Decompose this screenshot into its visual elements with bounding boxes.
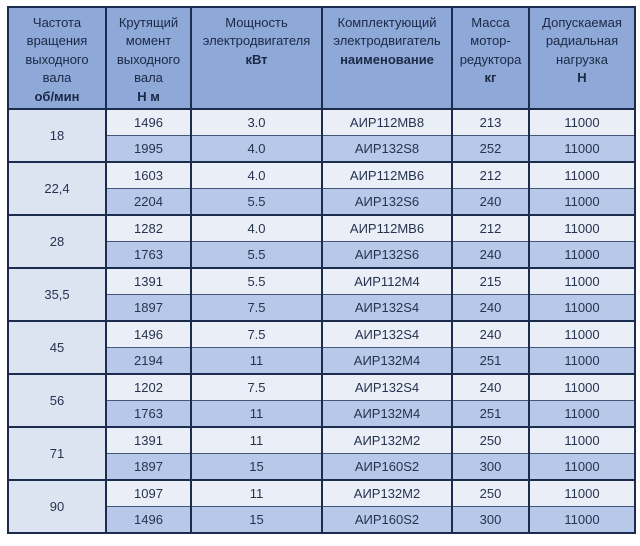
data-cell: 251 bbox=[452, 348, 529, 375]
data-cell: АИР132S6 bbox=[322, 242, 452, 269]
table-row bbox=[8, 162, 635, 189]
column-unit: об/мин bbox=[34, 88, 80, 104]
table-header bbox=[8, 7, 635, 109]
frequency-cell: 18 bbox=[8, 109, 106, 162]
data-cell: 11000 bbox=[529, 480, 635, 507]
data-cell: 1763 bbox=[106, 401, 191, 428]
data-cell: 215 bbox=[452, 268, 529, 295]
frequency-cell: 45 bbox=[8, 321, 106, 374]
data-cell: 4.0 bbox=[191, 162, 322, 189]
frequency-cell: 35,5 bbox=[8, 268, 106, 321]
data-cell: АИР112МВ8 bbox=[322, 109, 452, 136]
data-cell: 11 bbox=[191, 401, 322, 428]
frequency-cell: 28 bbox=[8, 215, 106, 268]
table-row bbox=[8, 109, 635, 136]
data-cell: 11000 bbox=[529, 321, 635, 348]
data-cell: 250 bbox=[452, 427, 529, 454]
data-cell: АИР112МВ6 bbox=[322, 162, 452, 189]
data-cell: АИР132М2 bbox=[322, 480, 452, 507]
data-cell: 1763 bbox=[106, 242, 191, 269]
data-cell: 4.0 bbox=[191, 215, 322, 242]
table-body bbox=[8, 109, 635, 533]
data-cell: 4.0 bbox=[191, 136, 322, 163]
data-cell: 7.5 bbox=[191, 374, 322, 401]
data-cell: 11000 bbox=[529, 215, 635, 242]
table-row bbox=[8, 480, 635, 507]
column-unit: кг bbox=[484, 70, 497, 86]
data-cell: 240 bbox=[452, 321, 529, 348]
data-cell: АИР160S2 bbox=[322, 507, 452, 534]
column-title: Мощность электродвигателя bbox=[202, 15, 311, 49]
data-cell: АИР132S4 bbox=[322, 295, 452, 322]
header-row bbox=[8, 7, 635, 109]
column-unit: наименование bbox=[340, 51, 434, 67]
data-cell: 11000 bbox=[529, 295, 635, 322]
column-unit: Н bbox=[577, 70, 587, 86]
column-title: Допускаемая радиальная нагрузка bbox=[542, 15, 622, 67]
column-header-5 bbox=[529, 7, 635, 109]
data-cell: 11 bbox=[191, 427, 322, 454]
data-cell: АИР132М2 bbox=[322, 427, 452, 454]
table-row bbox=[8, 321, 635, 348]
data-cell: 11 bbox=[191, 348, 322, 375]
data-cell: АИР132S8 bbox=[322, 136, 452, 163]
data-cell: АИР112М4 bbox=[322, 268, 452, 295]
data-cell: АИР160S2 bbox=[322, 454, 452, 481]
data-cell: 11000 bbox=[529, 348, 635, 375]
data-cell: 1897 bbox=[106, 454, 191, 481]
data-cell: 7.5 bbox=[191, 321, 322, 348]
frequency-cell: 90 bbox=[8, 480, 106, 533]
data-cell: 11000 bbox=[529, 136, 635, 163]
data-cell: 11000 bbox=[529, 507, 635, 534]
data-cell: 1496 bbox=[106, 109, 191, 136]
gearmotor-spec-table bbox=[7, 6, 636, 534]
data-cell: АИР132S4 bbox=[322, 374, 452, 401]
data-cell: 240 bbox=[452, 189, 529, 216]
data-cell: 11000 bbox=[529, 374, 635, 401]
data-cell: 252 bbox=[452, 136, 529, 163]
data-cell: 2194 bbox=[106, 348, 191, 375]
frequency-cell: 71 bbox=[8, 427, 106, 480]
column-title: Комплектующий электродвигатель bbox=[333, 15, 441, 49]
data-cell: 212 bbox=[452, 215, 529, 242]
data-cell: 1391 bbox=[106, 268, 191, 295]
column-header-1 bbox=[106, 7, 191, 109]
data-cell: 15 bbox=[191, 507, 322, 534]
data-cell: 11000 bbox=[529, 268, 635, 295]
column-unit: Н м bbox=[137, 88, 160, 104]
data-cell: 300 bbox=[452, 507, 529, 534]
data-cell: 213 bbox=[452, 109, 529, 136]
data-cell: 11000 bbox=[529, 242, 635, 269]
data-cell: АИР132М4 bbox=[322, 401, 452, 428]
column-header-4 bbox=[452, 7, 529, 109]
data-cell: АИР132S6 bbox=[322, 189, 452, 216]
data-cell: 2204 bbox=[106, 189, 191, 216]
data-cell: 11000 bbox=[529, 162, 635, 189]
table-row bbox=[8, 427, 635, 454]
table-row bbox=[8, 268, 635, 295]
data-cell: 11000 bbox=[529, 454, 635, 481]
data-cell: 240 bbox=[452, 242, 529, 269]
frequency-cell: 22,4 bbox=[8, 162, 106, 215]
data-cell: 300 bbox=[452, 454, 529, 481]
column-title: Крутящий момент выходного вала bbox=[116, 15, 181, 86]
data-cell: 1391 bbox=[106, 427, 191, 454]
data-cell: 1202 bbox=[106, 374, 191, 401]
data-cell: 11 bbox=[191, 480, 322, 507]
data-cell: 11000 bbox=[529, 427, 635, 454]
column-unit: кВт bbox=[245, 51, 268, 67]
frequency-cell: 56 bbox=[8, 374, 106, 427]
data-cell: 1496 bbox=[106, 507, 191, 534]
column-title: Частота вращения выходного вала bbox=[25, 15, 89, 86]
data-cell: 5.5 bbox=[191, 268, 322, 295]
data-cell: 212 bbox=[452, 162, 529, 189]
data-cell: АИР112МВ6 bbox=[322, 215, 452, 242]
table-row bbox=[8, 215, 635, 242]
data-cell: 11000 bbox=[529, 189, 635, 216]
data-cell: 1897 bbox=[106, 295, 191, 322]
data-cell: 11000 bbox=[529, 401, 635, 428]
column-header-3 bbox=[322, 7, 452, 109]
data-cell: 7.5 bbox=[191, 295, 322, 322]
column-header-0 bbox=[8, 7, 106, 109]
data-cell: 250 bbox=[452, 480, 529, 507]
data-cell: 1282 bbox=[106, 215, 191, 242]
column-title: Масса мотор-редуктора bbox=[459, 15, 522, 67]
data-cell: 1097 bbox=[106, 480, 191, 507]
table-row bbox=[8, 374, 635, 401]
data-cell: 11000 bbox=[529, 109, 635, 136]
data-cell: 3.0 bbox=[191, 109, 322, 136]
data-cell: 251 bbox=[452, 401, 529, 428]
data-cell: 5.5 bbox=[191, 242, 322, 269]
data-cell: 240 bbox=[452, 295, 529, 322]
data-cell: 5.5 bbox=[191, 189, 322, 216]
data-cell: 1496 bbox=[106, 321, 191, 348]
data-cell: АИР132S4 bbox=[322, 321, 452, 348]
data-cell: 1603 bbox=[106, 162, 191, 189]
data-cell: 240 bbox=[452, 374, 529, 401]
data-cell: 15 bbox=[191, 454, 322, 481]
data-cell: 1995 bbox=[106, 136, 191, 163]
column-header-2 bbox=[191, 7, 322, 109]
data-cell: АИР132М4 bbox=[322, 348, 452, 375]
